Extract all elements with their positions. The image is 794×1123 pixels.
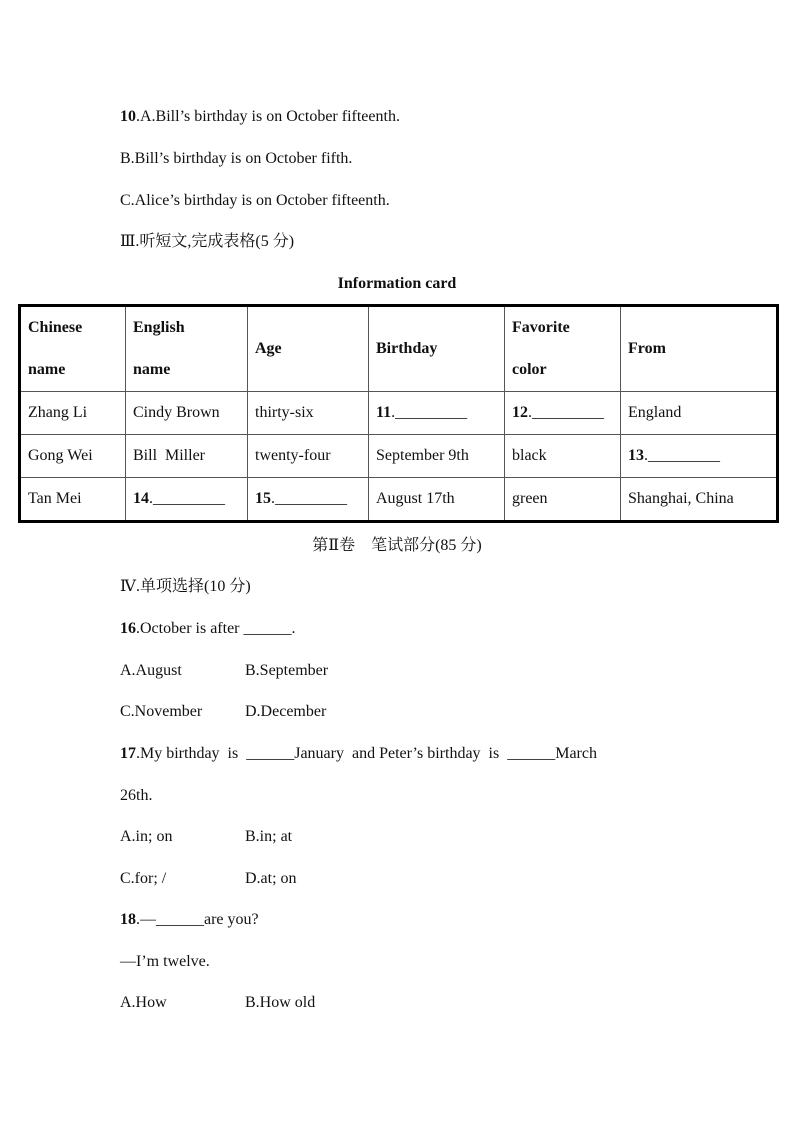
q17-option-d: D.at; on <box>245 870 297 887</box>
q10-option-b: B.Bill’s birthday is on October fifth. <box>120 150 353 167</box>
table-row <box>20 478 778 522</box>
header-english-name: English name <box>126 306 248 392</box>
cell: Zhang Li <box>20 392 126 435</box>
cell: black <box>505 435 621 478</box>
q16-option-d: D.December <box>245 703 327 720</box>
q10-a <box>120 107 400 127</box>
header-favorite-color: Favorite color <box>505 306 621 392</box>
blank-13: 13._________ <box>621 435 778 478</box>
cell: Bill Miller <box>126 435 248 478</box>
q17-option-a: A.in; on <box>120 828 173 845</box>
q10-number: 10 <box>120 108 136 125</box>
table-row <box>20 392 778 435</box>
q17-option-b: B.in; at <box>245 828 293 845</box>
cell: Cindy Brown <box>126 392 248 435</box>
cell: September 9th <box>369 435 505 478</box>
q16-stem: 16.October is after ______. <box>120 620 296 637</box>
q16-option-c: C.November <box>120 703 203 720</box>
q18-option-a: A.How <box>120 994 167 1011</box>
section4-title: Ⅳ.单项选择(10 分) <box>120 578 251 595</box>
header-age: Age <box>248 306 369 392</box>
blank-11: 11._________ <box>369 392 505 435</box>
q17-option-c: C.for; / <box>120 870 167 887</box>
cell: England <box>621 392 778 435</box>
cell: Tan Mei <box>20 478 126 522</box>
q10-option-c: C.Alice’s birthday is on October fifteenth. <box>120 192 390 209</box>
q10-option-a: .A.Bill’s birthday is on October fifteenth. <box>136 108 400 125</box>
blank-15: 15._________ <box>248 478 369 522</box>
table-caption: Information card <box>337 275 457 292</box>
q17-stem-continued: 26th. <box>120 787 153 804</box>
q16-option-a: A.August <box>120 662 182 679</box>
table-header-row <box>20 306 778 392</box>
blank-14: 14._________ <box>126 478 248 522</box>
cell: August 17th <box>369 478 505 522</box>
cell: green <box>505 478 621 522</box>
cell: twenty-four <box>248 435 369 478</box>
header-chinese-name: Chinese name <box>20 306 126 392</box>
q16-option-b: B.September <box>245 662 329 679</box>
q18-answer: —I’m twelve. <box>120 953 210 970</box>
q18-number: 18 <box>120 911 136 928</box>
header-from: From <box>621 306 778 392</box>
header-birthday: Birthday <box>369 306 505 392</box>
information-card-table <box>18 304 779 523</box>
q17-stem: 17.My birthday is ______January and Peter’s birthday is ______March <box>120 745 597 762</box>
section3-title: Ⅲ.听短文,完成表格(5 分) <box>120 233 295 250</box>
q16-number: 16 <box>120 620 136 637</box>
cell: thirty-six <box>248 392 369 435</box>
q17-number: 17 <box>120 745 136 762</box>
blank-12: 12._________ <box>505 392 621 435</box>
q18-option-b: B.How old <box>245 994 316 1011</box>
cell: Gong Wei <box>20 435 126 478</box>
q18-stem: 18.—______are you? <box>120 911 259 928</box>
part2-title: 第Ⅱ卷 笔试部分(85 分) <box>312 537 482 554</box>
table-row <box>20 435 778 478</box>
cell: Shanghai, China <box>621 478 778 522</box>
